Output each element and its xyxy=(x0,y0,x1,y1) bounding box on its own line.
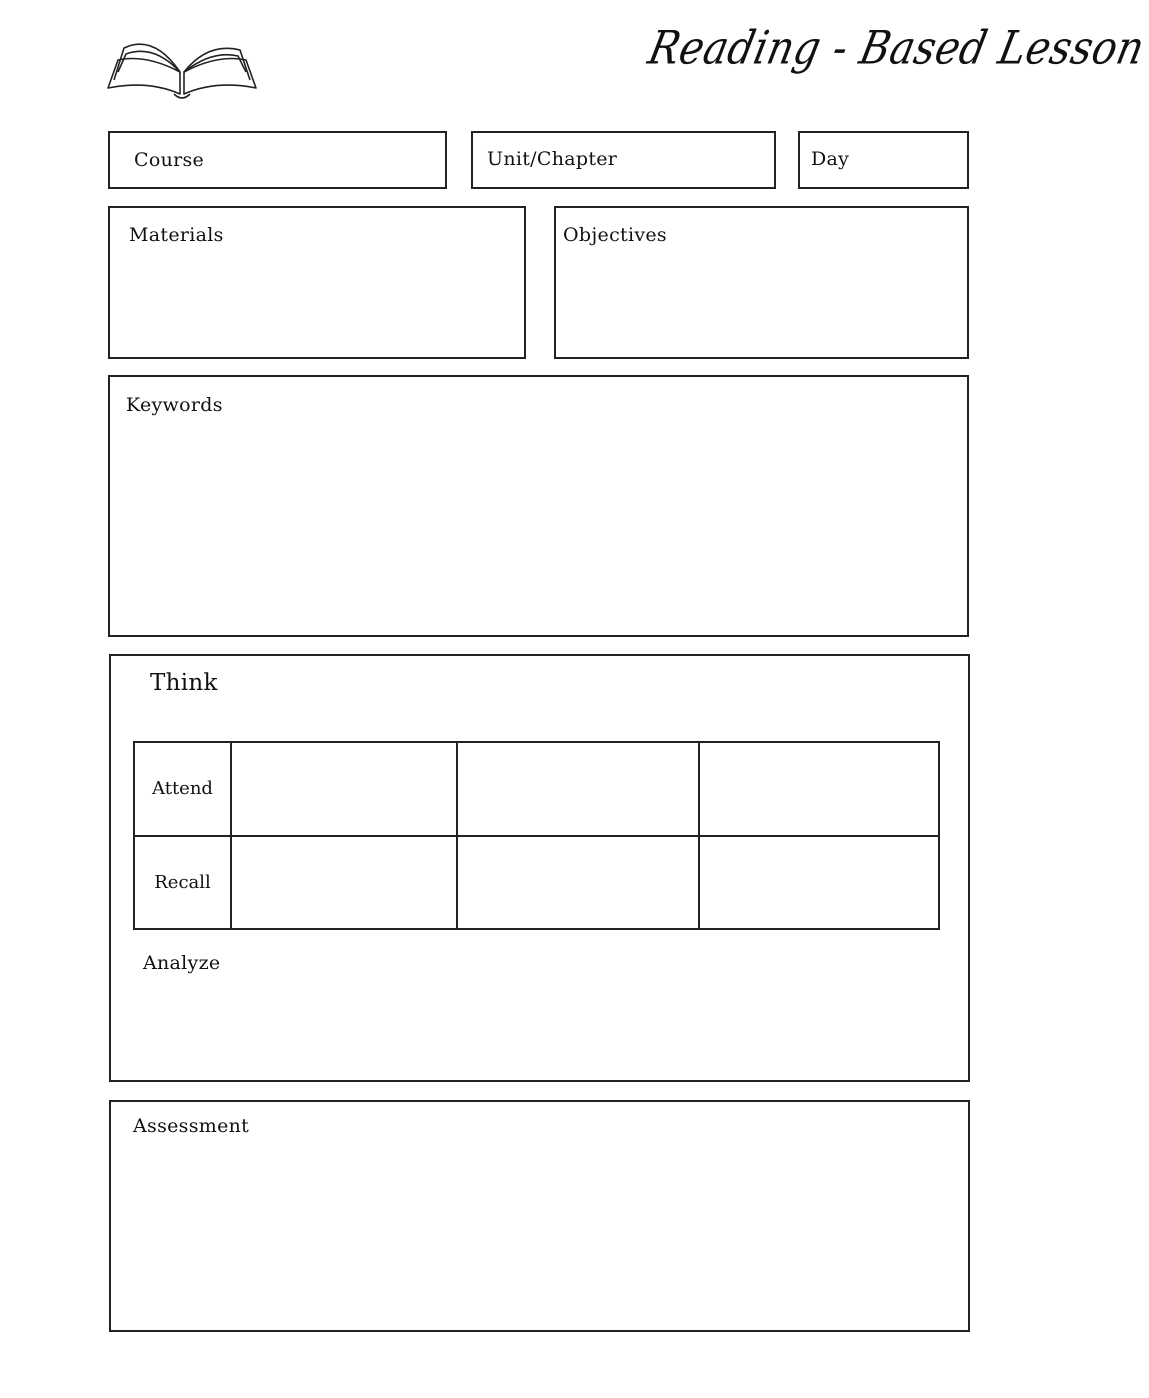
attend-row-label: Attend xyxy=(134,742,231,836)
think-heading: Think xyxy=(150,670,218,696)
unit-chapter-label: Unit/Chapter xyxy=(487,148,618,170)
recall-cell-2[interactable] xyxy=(457,836,699,930)
think-table xyxy=(133,741,940,930)
attend-cell-3[interactable] xyxy=(699,742,939,836)
materials-label: Materials xyxy=(129,224,224,246)
attend-cell-2[interactable] xyxy=(457,742,699,836)
course-field[interactable] xyxy=(108,131,447,189)
assessment-label: Assessment xyxy=(133,1115,250,1137)
table-row xyxy=(134,836,939,930)
recall-row-label: Recall xyxy=(134,836,231,930)
analyze-label[interactable]: Analyze xyxy=(143,952,221,974)
keywords-field[interactable] xyxy=(108,375,969,637)
objectives-field[interactable] xyxy=(554,206,969,359)
unit-chapter-field[interactable] xyxy=(471,131,776,189)
course-label: Course xyxy=(134,149,205,171)
page-title: Reading - Based Lesson xyxy=(643,22,1149,75)
objectives-label: Objectives xyxy=(563,224,667,246)
keywords-label: Keywords xyxy=(126,394,223,416)
day-label: Day xyxy=(811,148,850,170)
table-row xyxy=(134,742,939,836)
attend-cell-1[interactable] xyxy=(231,742,457,836)
recall-cell-3[interactable] xyxy=(699,836,939,930)
assessment-field[interactable] xyxy=(109,1100,970,1332)
day-field[interactable] xyxy=(798,131,969,189)
recall-cell-1[interactable] xyxy=(231,836,457,930)
open-book-icon xyxy=(104,36,260,98)
materials-field[interactable] xyxy=(108,206,526,359)
